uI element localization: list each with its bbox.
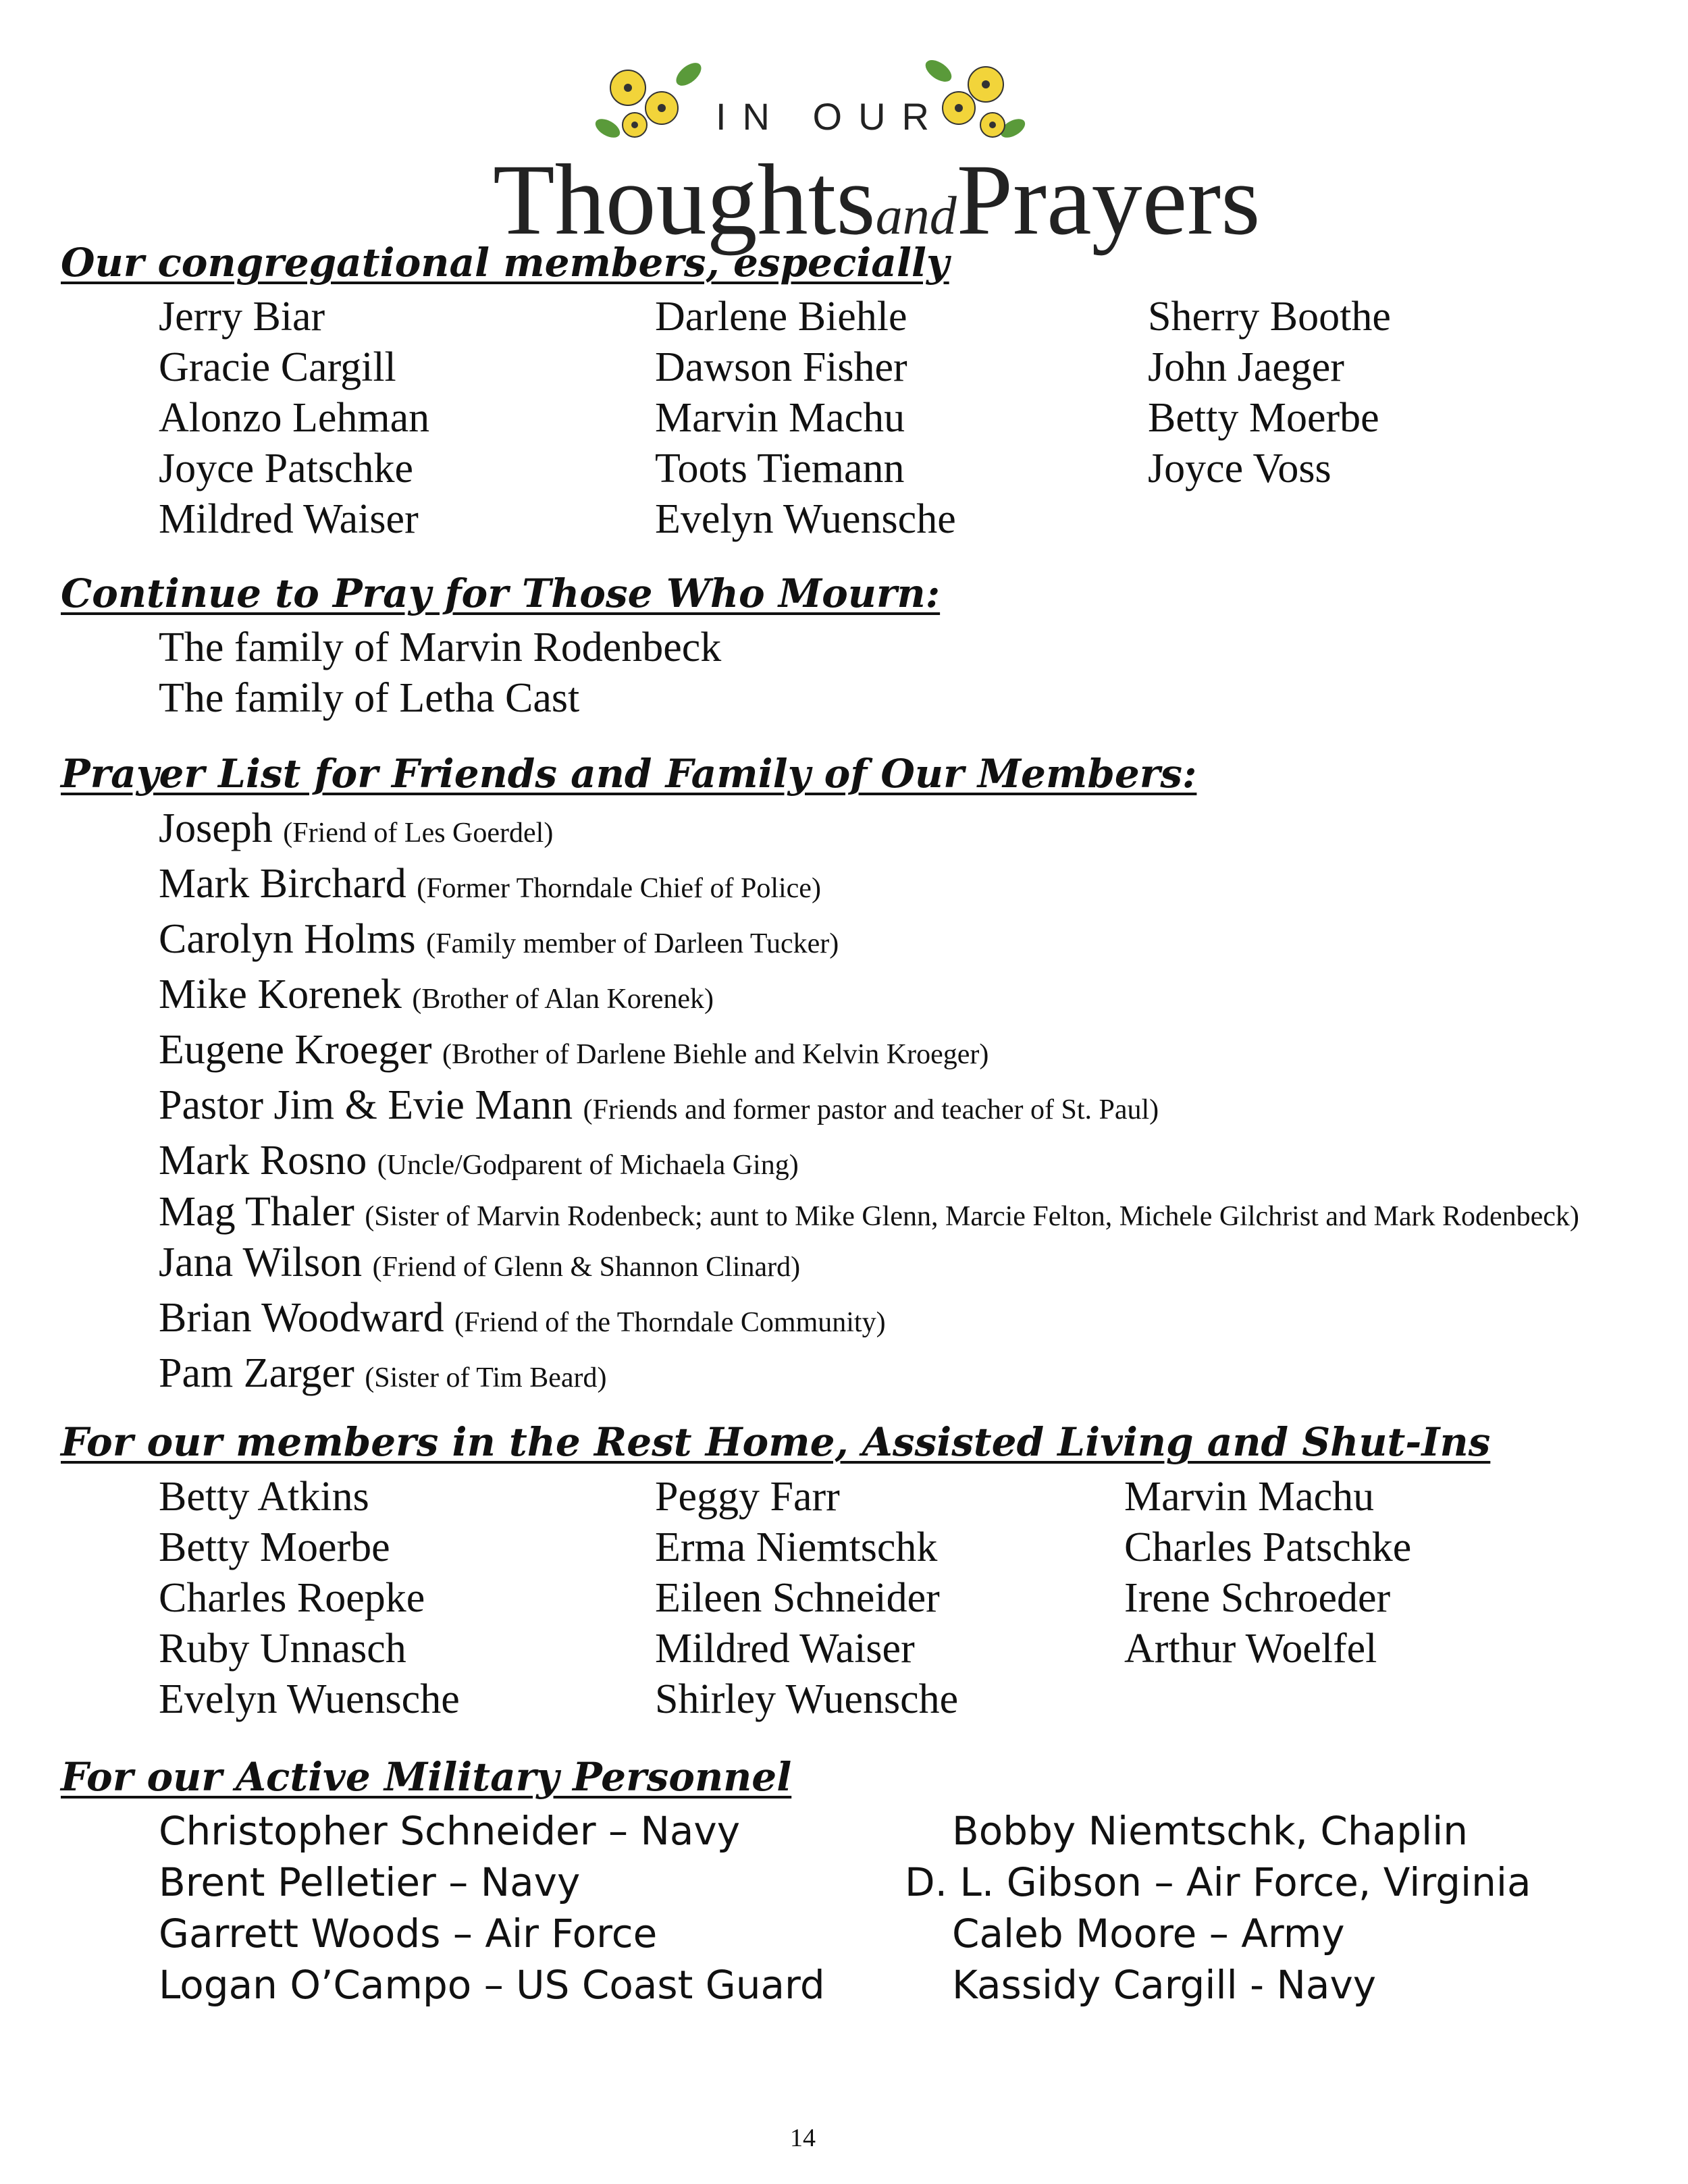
flower-cluster-left-icon: [587, 54, 709, 149]
prayer-name: Mag Thaler: [159, 1189, 354, 1235]
prayer-note: (Sister of Marvin Rodenbeck; aunt to Mike Glenn, Marcie Felton, Michele Gilchrist and Mark Rodenbeck): [365, 1201, 1579, 1232]
military-column-right: [905, 1806, 1531, 2011]
heading-mourn: Continue to Pray for Those Who Mourn:: [61, 570, 941, 616]
member-name: Marvin Machu: [655, 395, 905, 441]
prayer-item: [159, 1348, 1610, 1404]
prayer-item: [159, 1136, 1610, 1191]
prayer-name: Mark Birchard: [159, 861, 406, 907]
prayer-name: Mike Korenek: [159, 971, 402, 1017]
prayer-item: [159, 1191, 1610, 1237]
prayer-name: Jana Wilson: [159, 1240, 363, 1285]
mourn-list: [159, 622, 721, 724]
prayer-item: [159, 859, 1610, 914]
military-member: D. L. Gibson – Air Force, Virginia: [905, 1859, 1531, 1905]
member-name: Betty Moerbe: [1148, 395, 1379, 441]
member-name: Dawson Fisher: [655, 344, 907, 390]
friends-family-list: [159, 803, 1610, 1404]
prayer-note: (Brother of Darlene Biehle and Kelvin Kroeger): [442, 1039, 989, 1070]
mourn-item: The family of Marvin Rodenbeck: [159, 624, 722, 670]
member-name: Erma Niemtschk: [655, 1524, 938, 1570]
heading-military: For our Active Military Personnel: [61, 1754, 792, 1800]
prayer-name: Eugene Kroeger: [159, 1027, 432, 1073]
logo-and: and: [875, 186, 957, 246]
member-name: Gracie Cargill: [159, 344, 396, 390]
prayer-note: (Friends and former pastor and teacher of St. Paul): [583, 1094, 1159, 1125]
prayer-note: (Brother of Alan Korenek): [412, 984, 714, 1015]
prayer-name: Pastor Jim & Evie Mann: [159, 1082, 573, 1128]
prayer-note: (Friend of Les Goerdel): [283, 818, 554, 849]
member-name: Mildred Waiser: [655, 1626, 915, 1672]
military-member: Bobby Niemtschk, Chaplin: [952, 1808, 1469, 1854]
prayer-note: (Uncle/Godparent of Michaela Ging): [377, 1150, 799, 1181]
prayer-note: (Family member of Darleen Tucker): [426, 928, 839, 959]
member-name: Eileen Schneider: [655, 1575, 940, 1621]
heading-rest-home: For our members in the Rest Home, Assisted Living and Shut-Ins: [61, 1419, 1491, 1465]
military-column-left: [159, 1806, 825, 2011]
member-name: Charles Patschke: [1124, 1524, 1412, 1570]
prayer-item: [159, 803, 1610, 859]
congregational-column-3: [1148, 292, 1391, 494]
member-name: Alonzo Lehman: [159, 395, 430, 441]
prayer-item: [159, 969, 1610, 1025]
page-number: 14: [790, 2124, 816, 2152]
member-name: Joyce Voss: [1148, 446, 1331, 491]
congregational-column-1: [159, 292, 429, 545]
congregational-column-2: [655, 292, 956, 545]
military-member: Brent Pelletier – Navy: [159, 1859, 581, 1905]
military-member: Kassidy Cargill - Navy: [952, 1962, 1377, 2008]
member-name: John Jaeger: [1148, 344, 1344, 390]
heading-congregational: Our congregational members, especially: [61, 240, 949, 286]
member-name: Joyce Patschke: [159, 446, 414, 491]
member-name: Shirley Wuensche: [655, 1676, 959, 1722]
member-name: Marvin Machu: [1124, 1474, 1375, 1520]
prayer-item: [159, 1237, 1610, 1293]
heading-friends-family: Prayer List for Friends and Family of Our Members:: [61, 751, 1197, 797]
rest-home-column-3: [1124, 1472, 1411, 1674]
member-name: Betty Atkins: [159, 1474, 369, 1520]
prayer-item: [159, 1025, 1610, 1080]
member-name: Darlene Biehle: [655, 294, 907, 340]
military-member: Caleb Moore – Army: [952, 1911, 1345, 1956]
military-member: Christopher Schneider – Navy: [159, 1808, 741, 1854]
prayer-name: Carolyn Holms: [159, 916, 416, 962]
member-name: Toots Tiemann: [655, 446, 905, 491]
logo-in-our: IN OUR: [716, 95, 945, 138]
prayer-item: [159, 1293, 1610, 1348]
prayer-note: (Friend of the Thorndale Community): [454, 1307, 886, 1338]
prayer-name: Pam Zarger: [159, 1350, 354, 1396]
prayer-item: [159, 914, 1610, 969]
member-name: Sherry Boothe: [1148, 294, 1391, 340]
prayer-note: (Former Thorndale Chief of Police): [417, 873, 821, 904]
logo-prayers: Prayers: [956, 144, 1261, 256]
mourn-item: The family of Letha Cast: [159, 675, 580, 721]
prayer-name: Brian Woodward: [159, 1295, 444, 1341]
header-logo: [493, 54, 1261, 256]
member-name: Betty Moerbe: [159, 1524, 390, 1570]
prayer-name: Joseph: [159, 805, 273, 851]
member-name: Ruby Unnasch: [159, 1626, 406, 1672]
prayer-item: [159, 1080, 1610, 1136]
member-name: Arthur Woelfel: [1124, 1626, 1377, 1672]
member-name: Charles Roepke: [159, 1575, 425, 1621]
member-name: Jerry Biar: [159, 294, 325, 340]
prayer-name: Mark Rosno: [159, 1138, 367, 1183]
prayer-note: (Sister of Tim Beard): [365, 1362, 607, 1393]
military-member: Logan O’Campo – US Coast Guard: [159, 1962, 825, 2008]
member-name: Peggy Farr: [655, 1474, 840, 1520]
prayer-note: (Friend of Glenn & Shannon Clinard): [372, 1252, 801, 1283]
rest-home-column-1: [159, 1472, 460, 1725]
member-name: Irene Schroeder: [1124, 1575, 1391, 1621]
member-name: Evelyn Wuensche: [655, 496, 956, 542]
rest-home-column-2: [655, 1472, 958, 1725]
member-name: Evelyn Wuensche: [159, 1676, 460, 1722]
logo-thoughts: Thoughts: [493, 144, 876, 256]
member-name: Mildred Waiser: [159, 496, 419, 542]
military-member: Garrett Woods – Air Force: [159, 1911, 658, 1956]
